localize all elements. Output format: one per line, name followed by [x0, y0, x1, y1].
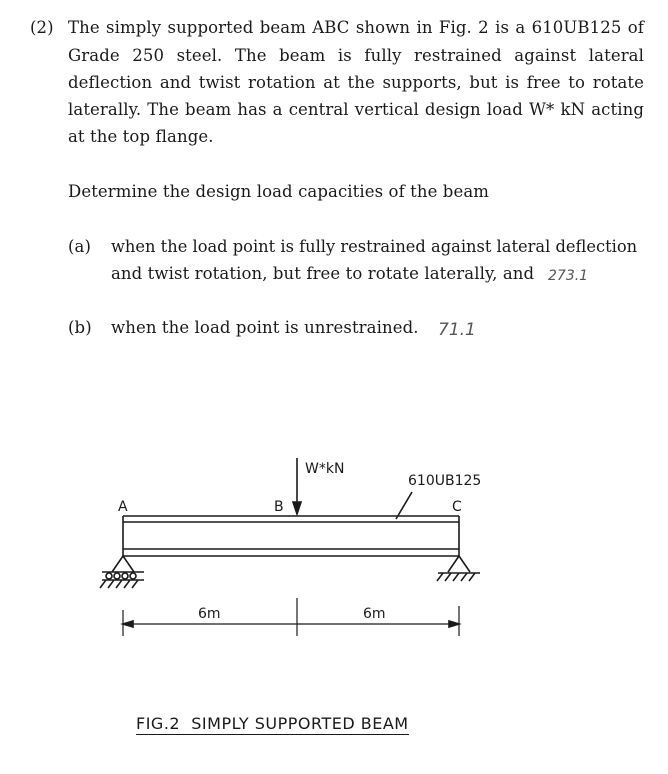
point-a-label: A — [118, 499, 128, 515]
point-b-label: B — [274, 499, 284, 515]
support-right-icon — [437, 556, 480, 581]
question-prompt: Determine the design load capacities of the beam — [68, 182, 490, 201]
section-label: 610UB125 — [408, 473, 482, 489]
part-a-line-1: when the load point is fully restrained against lateral deflection — [111, 237, 638, 256]
support-left-icon — [100, 556, 144, 588]
part-a-handwritten-answer: 273.1 — [548, 268, 589, 284]
part-b-line-1: when the load point is unrestrained. — [111, 318, 419, 337]
section-leader-line — [396, 492, 412, 519]
part-b-handwritten-answer: 71.1 — [438, 320, 476, 340]
span-right-label: 6m — [363, 606, 386, 622]
dimension-arrow-left-icon — [123, 621, 133, 627]
question-number: (2) — [30, 18, 54, 37]
figure-caption: FIG.2 SIMPLY SUPPORTED BEAM — [136, 714, 409, 733]
span-left-label: 6m — [198, 606, 221, 622]
part-a-label: (a) — [68, 237, 92, 256]
load-label: W*kN — [305, 461, 345, 477]
load-arrow-head-icon — [293, 502, 301, 514]
question-line-2: Grade 250 steel. The beam is fully restrained against lateral — [68, 46, 644, 65]
part-a-line-2: and twist rotation, but free to rotate laterally, and — [111, 264, 535, 283]
point-c-label: C — [452, 499, 462, 515]
question-line-5: at the top flange. — [68, 127, 214, 146]
question-line-4: laterally. The beam has a central vertical design load W* kN acting — [68, 100, 644, 119]
question-line-3: deflection and twist rotation at the supports, but is free to rotate — [68, 73, 644, 92]
dimension-arrow-right-icon — [449, 621, 459, 627]
part-b-label: (b) — [68, 318, 92, 337]
question-line-1: The simply supported beam ABC shown in Fig. 2 is a 610UB125 of — [68, 18, 644, 37]
